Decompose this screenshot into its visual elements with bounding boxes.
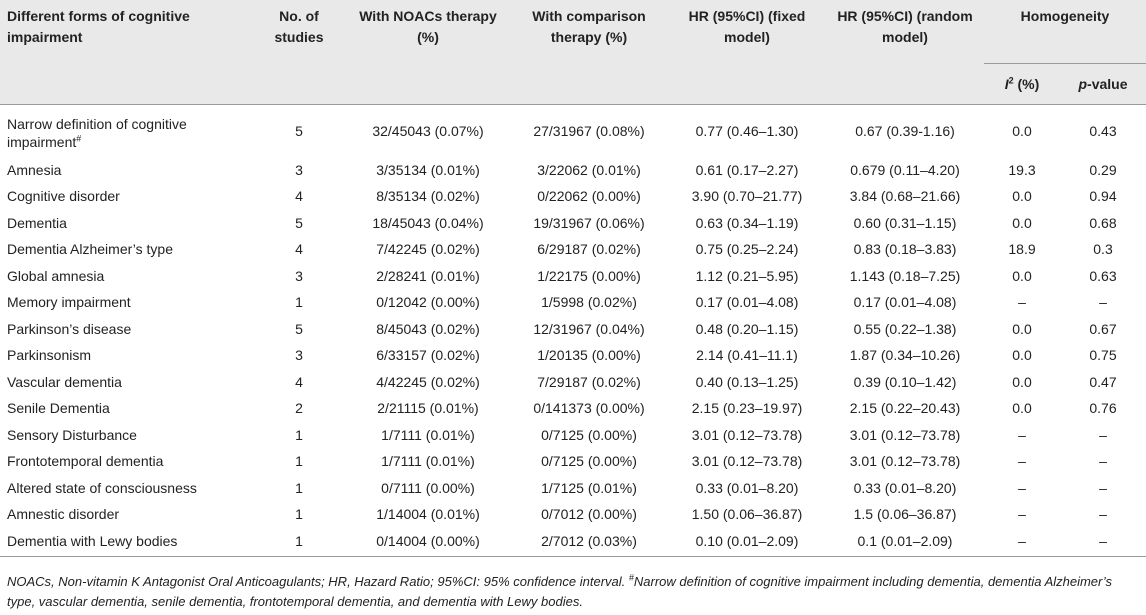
row-name-text: Cognitive disorder <box>7 188 120 205</box>
row-hr-random: 0.39 (0.10–1.42) <box>853 373 957 390</box>
row-hr-fixed: 3.01 (0.12–73.78) <box>691 453 803 470</box>
row-studies: 4 <box>295 188 303 205</box>
row-pvalue: 0.47 <box>1089 373 1117 390</box>
row-pvalue: 0.3 <box>1093 241 1113 258</box>
row-i2: – <box>1018 506 1026 523</box>
row-studies: 1 <box>252 528 346 557</box>
row-i2: 19.3 <box>1008 161 1036 178</box>
row-comparison: 27/31967 (0.08%) <box>533 122 645 139</box>
row-i2: 0.0 <box>1012 400 1032 417</box>
row-hr-random: 1.87 (0.34–10.26) <box>849 347 961 364</box>
row-pvalue: 0.76 <box>1089 400 1117 417</box>
row-name-text: Sensory Disturbance <box>7 426 137 443</box>
row-i2: 0.0 <box>1012 267 1032 284</box>
row-hr-fixed: 2.15 (0.23–19.97) <box>691 400 803 417</box>
row-comparison: 1/22175 (0.00%) <box>537 267 641 284</box>
row-studies: 1 <box>295 426 303 443</box>
row-name-text: Dementia with Lewy bodies <box>7 532 178 549</box>
row-name <box>0 183 252 210</box>
table-row <box>0 236 1146 263</box>
row-comparison: 19/31967 (0.06%) <box>533 214 645 231</box>
row-name <box>0 210 252 237</box>
header-noacs: With NOACs therapy (%) <box>346 0 510 104</box>
row-i2: – <box>984 528 1060 557</box>
table-footnote <box>7 572 1137 612</box>
header-hr-random: HR (95%CI) (random model) <box>826 0 984 104</box>
row-pvalue: – <box>1099 294 1107 311</box>
row-hr-random: 0.55 (0.22–1.38) <box>853 320 957 337</box>
row-hr-random: 0.1 (0.01–2.09) <box>826 528 984 557</box>
row-hr-fixed: 3.90 (0.70–21.77) <box>691 188 803 205</box>
row-hr-random: 3.01 (0.12–73.78) <box>849 453 961 470</box>
row-name-sup: # <box>76 132 82 143</box>
row-name <box>0 263 252 290</box>
row-i2: – <box>1018 479 1026 496</box>
table-row <box>0 369 1146 396</box>
row-pvalue: – <box>1099 479 1107 496</box>
row-pvalue: – <box>1099 453 1107 470</box>
row-studies: 4 <box>295 373 303 390</box>
row-i2: 0.0 <box>1012 188 1032 205</box>
row-noacs: 1/7111 (0.01%) <box>381 426 475 443</box>
row-hr-fixed: 2.14 (0.41–11.1) <box>696 347 798 364</box>
header-form: Different forms of cognitive impairment <box>0 0 252 104</box>
row-hr-random: 3.84 (0.68–21.66) <box>849 188 961 205</box>
row-noacs: 4/42245 (0.02%) <box>376 373 480 390</box>
row-comparison: 1/20135 (0.00%) <box>537 347 641 364</box>
table-row <box>0 501 1146 528</box>
header-studies: No. of studies <box>252 0 346 104</box>
row-hr-fixed: 0.75 (0.25–2.24) <box>695 241 799 258</box>
row-pvalue: – <box>1099 426 1107 443</box>
row-name <box>0 475 252 502</box>
row-i2: 0.0 <box>1012 347 1032 364</box>
row-name <box>0 342 252 369</box>
row-name <box>0 501 252 528</box>
row-studies: 5 <box>295 122 303 139</box>
table-row <box>0 448 1146 475</box>
row-noacs: 7/42245 (0.02%) <box>376 241 480 258</box>
row-studies: 5 <box>295 320 303 337</box>
row-comparison: 2/7012 (0.03%) <box>510 528 668 557</box>
row-name-text: Amnesia <box>7 161 62 178</box>
row-name-text: Parkinsonism <box>7 347 92 364</box>
row-i2: – <box>1018 294 1026 311</box>
row-name <box>0 422 252 449</box>
row-noacs: 8/45043 (0.02%) <box>376 320 480 337</box>
row-comparison: 12/31967 (0.04%) <box>533 320 645 337</box>
row-noacs: 2/28241 (0.01%) <box>376 267 480 284</box>
row-name <box>0 528 252 557</box>
row-i2: 0.0 <box>1012 320 1032 337</box>
row-noacs: 18/45043 (0.04%) <box>372 214 484 231</box>
row-name <box>0 395 252 422</box>
row-name-text: Frontotemporal dementia <box>7 453 164 470</box>
row-hr-fixed: 1.50 (0.06–36.87) <box>691 506 803 523</box>
row-noacs: 8/35134 (0.02%) <box>376 188 480 205</box>
row-noacs: 0/7111 (0.00%) <box>381 479 475 496</box>
table-body <box>0 104 1146 557</box>
row-name-text: Global amnesia <box>7 267 105 284</box>
row-noacs: 2/21115 (0.01%) <box>377 400 479 417</box>
row-noacs: 0/12042 (0.00%) <box>376 294 480 311</box>
footnote-sup: # <box>628 572 634 583</box>
header-hr-fixed: HR (95%CI) (fixed model) <box>668 0 826 104</box>
row-pvalue: 0.67 <box>1089 320 1117 337</box>
row-hr-fixed: 0.48 (0.20–1.15) <box>695 320 799 337</box>
header-homogeneity: Homogeneity <box>984 0 1146 63</box>
row-name <box>0 104 252 157</box>
table-header <box>0 0 1146 104</box>
row-noacs: 3/35134 (0.01%) <box>376 161 480 178</box>
table-row <box>0 157 1146 184</box>
row-i2: 0.0 <box>1012 122 1032 139</box>
table-row <box>0 316 1146 343</box>
row-name-text: Senile Dementia <box>7 400 110 417</box>
table-row <box>0 528 1146 557</box>
row-hr-random: 3.01 (0.12–73.78) <box>849 426 961 443</box>
row-i2: 0.0 <box>1012 214 1032 231</box>
row-pvalue: 0.75 <box>1089 347 1117 364</box>
header-pvalue-suffix: -value <box>1087 75 1128 92</box>
row-name-text: Altered state of consciousness <box>7 479 197 496</box>
header-comparison: With comparison therapy (%) <box>510 0 668 104</box>
row-studies: 5 <box>295 214 303 231</box>
row-studies: 1 <box>295 506 303 523</box>
row-hr-fixed: 0.17 (0.01–4.08) <box>695 294 799 311</box>
row-name <box>0 369 252 396</box>
row-hr-fixed: 1.12 (0.21–5.95) <box>695 267 799 284</box>
row-hr-fixed: 0.77 (0.46–1.30) <box>695 122 799 139</box>
row-name-text: Memory impairment <box>7 294 131 311</box>
row-name-text: Narrow definition of cognitive impairment <box>7 115 187 150</box>
row-studies: 2 <box>295 400 303 417</box>
table-row <box>0 210 1146 237</box>
row-studies: 1 <box>295 294 303 311</box>
row-name <box>0 289 252 316</box>
row-hr-random: 1.5 (0.06–36.87) <box>853 506 957 523</box>
row-hr-random: 1.143 (0.18–7.25) <box>849 267 961 284</box>
row-comparison: 0/22062 (0.00%) <box>537 188 641 205</box>
row-pvalue: – <box>1060 528 1146 557</box>
header-pvalue-italic: p <box>1078 75 1088 92</box>
row-name-text: Vascular dementia <box>7 373 122 390</box>
row-name <box>0 316 252 343</box>
table-row <box>0 422 1146 449</box>
header-i2-suffix: (%) <box>1013 75 1040 92</box>
row-studies: 3 <box>295 267 303 284</box>
table-row <box>0 183 1146 210</box>
row-name <box>0 236 252 263</box>
row-name <box>0 157 252 184</box>
row-comparison: 0/7125 (0.00%) <box>541 453 637 470</box>
header-pvalue <box>1060 63 1146 104</box>
row-hr-random: 0.60 (0.31–1.15) <box>853 214 957 231</box>
row-pvalue: 0.43 <box>1089 122 1117 139</box>
row-hr-fixed: 0.10 (0.01–2.09) <box>668 528 826 557</box>
row-comparison: 1/5998 (0.02%) <box>541 294 637 311</box>
row-studies: 1 <box>295 479 303 496</box>
row-pvalue: 0.68 <box>1089 214 1117 231</box>
row-i2: – <box>1018 453 1026 470</box>
footnote-main: NOACs, Non-vitamin K Antagonist Oral Anticoagulants; HR, Hazard Ratio; 95%CI: 95% confidence interval. <box>7 574 629 589</box>
row-hr-fixed: 0.61 (0.17–2.27) <box>695 161 799 178</box>
row-comparison: 6/29187 (0.02%) <box>537 241 641 258</box>
table-row <box>0 289 1146 316</box>
row-hr-random: 2.15 (0.22–20.43) <box>849 400 961 417</box>
row-hr-random: 0.67 (0.39-1.16) <box>855 122 955 139</box>
row-studies: 4 <box>295 241 303 258</box>
table-row <box>0 475 1146 502</box>
row-noacs: 0/14004 (0.00%) <box>346 528 510 557</box>
row-i2: – <box>1018 426 1026 443</box>
row-hr-random: 0.17 (0.01–4.08) <box>853 294 957 311</box>
row-comparison: 7/29187 (0.02%) <box>537 373 641 390</box>
header-i2 <box>984 63 1060 104</box>
row-studies: 3 <box>295 161 303 178</box>
row-hr-fixed: 0.33 (0.01–8.20) <box>695 479 799 496</box>
table-row <box>0 263 1146 290</box>
row-hr-fixed: 0.63 (0.34–1.19) <box>695 214 799 231</box>
row-noacs: 6/33157 (0.02%) <box>376 347 480 364</box>
row-noacs: 1/14004 (0.01%) <box>376 506 480 523</box>
row-comparison: 1/7125 (0.01%) <box>541 479 637 496</box>
row-pvalue: 0.94 <box>1089 188 1117 205</box>
row-name-text: Amnestic disorder <box>7 506 120 523</box>
table-row <box>0 104 1146 157</box>
row-i2: 18.9 <box>1008 241 1036 258</box>
row-hr-random: 0.33 (0.01–8.20) <box>853 479 957 496</box>
row-noacs: 32/45043 (0.07%) <box>372 122 484 139</box>
row-comparison: 0/7125 (0.00%) <box>541 426 637 443</box>
row-comparison: 0/141373 (0.00%) <box>533 400 645 417</box>
row-i2: 0.0 <box>1012 373 1032 390</box>
table-row <box>0 395 1146 422</box>
row-comparison: 0/7012 (0.00%) <box>541 506 637 523</box>
row-pvalue: 0.29 <box>1089 161 1117 178</box>
row-noacs: 1/7111 (0.01%) <box>381 453 475 470</box>
header-i2-sup: 2 <box>1008 74 1014 85</box>
footnote-tail: Narrow definition of cognitive impairment including dementia, dementia Alzheimer’s type, vascular dementia, senile dementia, frontotemporal dementia, and dementia with Lewy bodies. <box>7 574 1112 609</box>
row-studies: 3 <box>295 347 303 364</box>
row-hr-fixed: 3.01 (0.12–73.78) <box>691 426 803 443</box>
row-name-text: Dementia <box>7 214 67 231</box>
row-hr-fixed: 0.40 (0.13–1.25) <box>695 373 799 390</box>
row-name-text: Dementia Alzheimer’s type <box>7 241 174 258</box>
row-name-text: Parkinson’s disease <box>7 320 132 337</box>
row-name <box>0 448 252 475</box>
header-i2-letter: I <box>1004 75 1009 92</box>
table-row <box>0 342 1146 369</box>
row-pvalue: 0.63 <box>1089 267 1117 284</box>
row-hr-random: 0.83 (0.18–3.83) <box>853 241 957 258</box>
row-studies: 1 <box>295 453 303 470</box>
row-hr-random: 0.679 (0.11–4.20) <box>850 161 960 178</box>
row-comparison: 3/22062 (0.01%) <box>537 161 641 178</box>
row-pvalue: – <box>1099 506 1107 523</box>
